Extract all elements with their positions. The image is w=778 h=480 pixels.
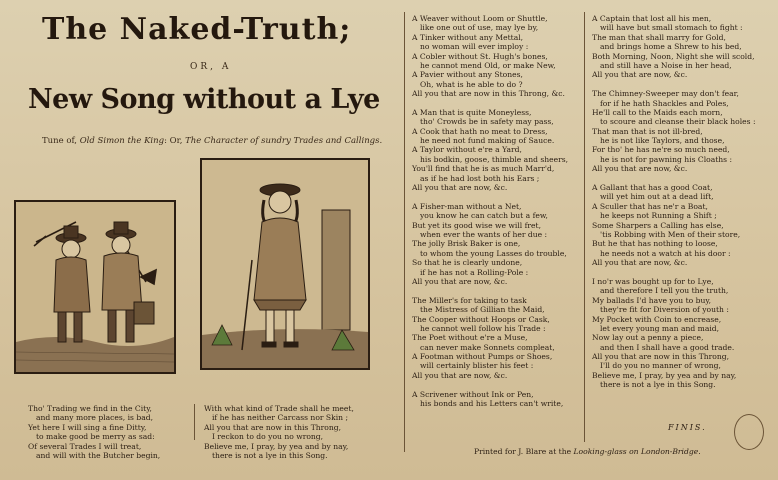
column-divider-2 — [584, 12, 585, 442]
verse-line: A Tinker without any Mettal, — [412, 32, 524, 42]
verse-line: Both Morning, Noon, Night she will scold, — [592, 51, 755, 61]
verse-line: All you that are now, &c. — [592, 70, 688, 80]
tune-mid: : Or, — [164, 136, 183, 146]
verse-line: A Taylor without e're a Yard, — [412, 145, 522, 155]
verse-line: A Cobler without St. Hugh's bones, — [412, 51, 548, 61]
imprint-prefix: Printed for J. Blare at the — [474, 447, 572, 456]
verse-line: But yet its good wise we will fret, — [412, 220, 541, 230]
verse-line: A Scrivener without Ink or Pen, — [412, 389, 534, 399]
woodcut-two-laborers — [14, 200, 176, 374]
verse-line: Some Sharpers a Calling has else, — [592, 220, 724, 230]
stanza-gap — [412, 380, 568, 389]
tune-name: Old Simon the King — [79, 136, 165, 146]
verse-line: All you that are now in this Throng, &c. — [412, 89, 565, 99]
verse-column-3 — [412, 14, 568, 408]
tune-line — [42, 136, 382, 146]
verse-line: if he has not a Rolling-Pole : — [420, 267, 529, 277]
verse-line: A Man that is quite Moneyless, — [412, 107, 532, 117]
stanza-gap — [592, 268, 756, 277]
verse-line: He'll call to the Maids each morn, — [592, 107, 723, 117]
verse-line: All you that are now, &c. — [592, 258, 688, 268]
verse-line: when ever the wants of her due : — [420, 229, 548, 239]
verse-line: will have but small stomach to fight : — [600, 23, 743, 33]
verse-line: The Poet without e're a Muse, — [412, 333, 528, 343]
verse-line: A Sculler that has ne'r a Boat, — [592, 201, 708, 211]
verse-line: Yet here I will sing a fine Ditty, — [28, 422, 147, 432]
verse-line: for if he hath Shackles and Poles, — [600, 98, 729, 108]
verse-line: he is not like Taylors, and those, — [600, 136, 725, 146]
verse-line: Now lay out a penny a piece, — [592, 333, 704, 343]
verse-line: to make good be merry as sad: — [36, 432, 155, 442]
verse-line: and will with the Butcher begin, — [36, 450, 161, 460]
verse-line: the Mistress of Gillian the Maid, — [420, 305, 545, 315]
verse-line: to scoure and cleanse their black holes : — [600, 117, 756, 127]
verse-line: All you that are now, &c. — [592, 164, 688, 174]
verse-line: I reckon to do you no wrong, — [212, 432, 324, 442]
woodcut-gentleman-with-cane — [200, 158, 370, 370]
verse-line: can never make Sonnets compleat, — [420, 342, 555, 352]
or-a-connector: OR, A — [190, 62, 232, 72]
verse-line: he need not fund making of Sauce. — [420, 136, 555, 146]
imprint-place: Looking-glass on London-Bridge. — [573, 447, 701, 456]
ballad-title: The Naked-Truth; — [42, 12, 352, 47]
stanza-gap — [592, 174, 756, 183]
library-stamp-icon — [734, 414, 764, 450]
column-divider-1 — [404, 12, 405, 452]
verse-line: With what kind of Trade shall he meet, — [204, 404, 354, 413]
verse-line: For tho' he has ne're so much need, — [592, 145, 730, 155]
ballad-subtitle: New Song without a Lye — [28, 84, 380, 115]
verse-line: they're fit for Diversion of youth : — [600, 305, 729, 315]
verse-line: You'll find that he is as much Marr'd, — [412, 164, 555, 174]
tune-prefix: Tune of, — [42, 136, 78, 146]
laborers-woodcut-illustration — [16, 202, 174, 372]
verse-line: All you that are now, &c. — [412, 183, 508, 193]
verse-line: The Miller's for taking to task — [412, 295, 527, 305]
verse-line: My Pocket with Coin to encrease, — [592, 314, 722, 324]
verse-line: 'tis Robbing with Men of their store, — [600, 229, 741, 239]
verse-line: That man that is not ill-bred, — [592, 126, 703, 136]
verse-line: All you that are now in this Throng, — [592, 352, 730, 362]
verse-line: to whom the young Lasses do trouble, — [420, 248, 567, 258]
verse-line: The Cooper without Hoops or Cask, — [412, 314, 550, 324]
verse-line: The jolly Brisk Baker is one, — [412, 239, 521, 249]
verse-line: he cannot well follow his Trade : — [420, 323, 546, 333]
verse-line: if he has neither Carcass nor Skin ; — [212, 413, 349, 423]
verse-line: will yet him out at a dead lift, — [600, 192, 714, 202]
stanza-gap — [412, 192, 568, 201]
verse-line: and brings home a Shrew to his bed, — [600, 42, 742, 52]
verse-line: Believe me, I pray, by yea and by nay, — [204, 441, 349, 451]
verse-line: But he that has nothing to loose, — [592, 239, 718, 249]
stanza-gap — [592, 80, 756, 89]
verse-line: let every young man and maid, — [600, 323, 720, 333]
verse-line: A Fisher-man without a Net, — [412, 201, 522, 211]
verse-line: A Pavier without any Stones, — [412, 70, 523, 80]
verse-line: Of several Trades I will treat, — [28, 441, 142, 451]
verse-line: I no'r was bought up for to Lye, — [592, 276, 714, 286]
verse-line: The Chimney-Sweeper may don't fear, — [592, 89, 739, 99]
verse-line: he needs not a watch at his door : — [600, 248, 731, 258]
verse-line: and therefore I tell you the truth, — [600, 286, 729, 296]
verse-column-4 — [592, 14, 756, 390]
verse-line: there is not a lye in this Song. — [212, 450, 328, 460]
verse-line: tho' Crowds be in safety may pass, — [420, 117, 554, 127]
verse-line: he keeps not Running a Shift ; — [600, 211, 717, 221]
verse-line: and many more places, is bad, — [36, 413, 154, 423]
verse-line: All you that are now in this Throng, — [204, 422, 342, 432]
verse-line: A Weaver without Loom or Shuttle, — [412, 14, 548, 23]
verse-line: My ballads I'd have you to buy, — [592, 295, 712, 305]
verse-line: no woman will ever imploy : — [420, 42, 529, 52]
stanza-gap — [412, 99, 568, 108]
stanza-gap — [412, 286, 568, 295]
verse-line: All you that are now, &c. — [412, 276, 508, 286]
verse-line: Believe me, I pray, by yea and by nay, — [592, 370, 737, 380]
finis-mark: FINIS. — [668, 423, 707, 432]
verse-line: he is not for pawning his Cloaths : — [600, 154, 733, 164]
verse-line: he cannot mend Old, or make New, — [420, 60, 556, 70]
verse-line: there is not a lye in this Song. — [600, 380, 716, 390]
verse-line: A Gallant that has a good Coat, — [592, 183, 713, 193]
verse-line: as if he had lost both his Ears ; — [420, 173, 540, 183]
gentleman-woodcut-illustration — [202, 160, 368, 368]
imprint-line — [474, 447, 701, 456]
verse-line: his bodkin, goose, thimble and sheers, — [420, 154, 569, 164]
tune-description: The Character of sundry Trades and Callings. — [185, 136, 383, 146]
verse-line: A Captain that lost all his men, — [592, 14, 712, 23]
verse-opening-left — [28, 404, 160, 460]
verse-line: I'll do you no manner of wrong, — [600, 361, 721, 371]
verse-opening-right — [204, 404, 354, 460]
verse-line: Oh, what is he able to do ? — [420, 79, 523, 89]
verse-line: Tho' Trading we find in the City, — [28, 404, 152, 413]
verse-line: So that he is clearly undone, — [412, 258, 523, 268]
column-divider-bottom — [194, 404, 195, 440]
verse-line: will certainly blister his feet : — [420, 361, 534, 371]
verse-line: and then I shall have a good trade. — [600, 342, 735, 352]
verse-line: and still have a Noise in her head, — [600, 60, 732, 70]
verse-line: The man that shall marry for Gold, — [592, 32, 726, 42]
verse-line: like one out of use, may lye by, — [420, 23, 539, 33]
verse-line: A Footman without Pumps or Shoes, — [412, 352, 553, 362]
verse-line: his bonds and his Letters can't write, — [420, 399, 564, 409]
verse-line: you know he can catch but a few, — [420, 211, 548, 221]
verse-line: A Cook that hath no meat to Dress, — [412, 126, 548, 136]
verse-line: All you that are now, &c. — [412, 370, 508, 380]
